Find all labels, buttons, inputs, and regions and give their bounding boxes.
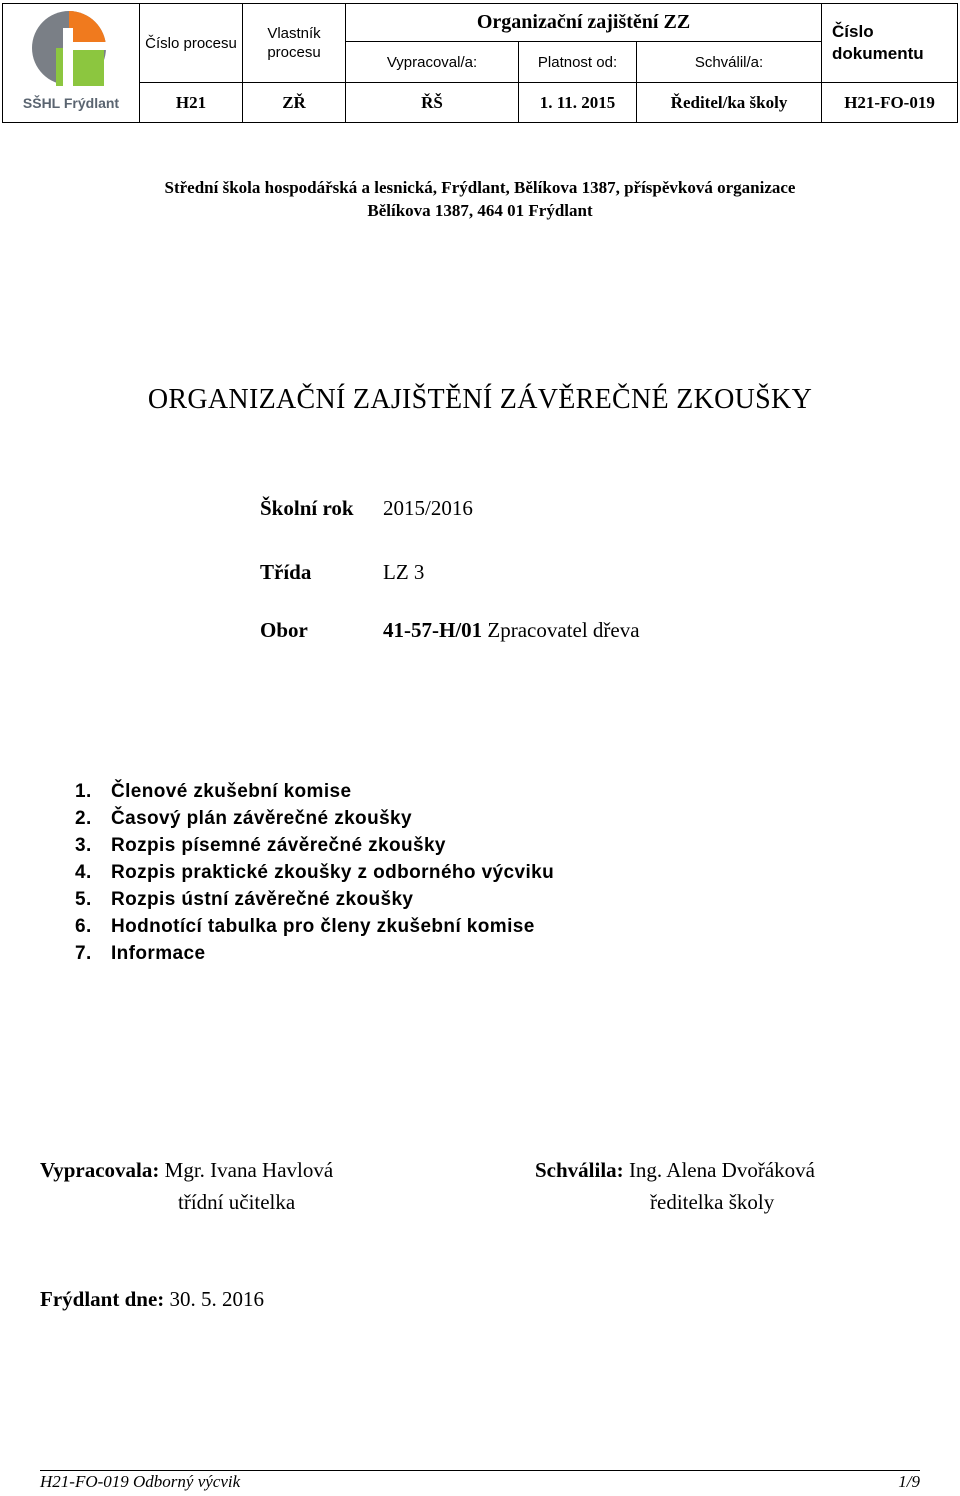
footer-doc-label: H21-FO-019 Odborný výcvik bbox=[40, 1472, 241, 1491]
field-code: 41-57-H/01 bbox=[383, 618, 483, 642]
school-year-label: Školní rok bbox=[260, 496, 354, 520]
list-item: 7. Informace bbox=[75, 943, 206, 964]
prepared-by-name: Mgr. Ivana Havlová bbox=[164, 1158, 334, 1182]
header-title: Organizační zajištění ZZ bbox=[346, 4, 822, 42]
list-item: 2. Časový plán závěrečné zkoušky bbox=[75, 808, 412, 829]
footer-divider bbox=[40, 1470, 920, 1471]
approved-by-signature bbox=[535, 1158, 815, 1183]
logo-text: SŠHL Frýdlant bbox=[22, 94, 120, 111]
document-title: ORGANIZAČNÍ ZAJIŠTĚNÍ ZÁVĚREČNÉ ZKOUŠKY bbox=[147, 384, 813, 415]
prepared-by-value: ŘŠ bbox=[346, 83, 519, 123]
logo-cell bbox=[3, 4, 140, 123]
process-number-header: Číslo procesu bbox=[140, 4, 243, 83]
place-date bbox=[40, 1287, 264, 1312]
school-address: Bělíkova 1387, 464 01 Frýdlant bbox=[367, 201, 593, 220]
doc-number-header: Číslo dokumentu bbox=[822, 4, 958, 83]
footer-page-number: 1/9 bbox=[898, 1472, 920, 1491]
school-name: Střední škola hospodářská a lesnická, Frýdlant, Bělíkova 1387, příspěvková organizace bbox=[164, 178, 796, 197]
class-label: Třída bbox=[260, 560, 312, 584]
process-number-value: H21 bbox=[140, 83, 243, 123]
list-item: 1. Členové zkušební komise bbox=[75, 781, 352, 802]
field-name: Zpracovatel dřeva bbox=[487, 618, 640, 642]
prepared-by-role: třídní učitelka bbox=[178, 1190, 296, 1214]
approved-by-header: Schválil/a: bbox=[637, 42, 822, 83]
prepared-by-header: Vypracoval/a: bbox=[346, 42, 519, 83]
approved-by-value: Ředitel/ka školy bbox=[637, 83, 822, 123]
process-owner-header: Vlastník procesu bbox=[243, 4, 346, 83]
process-owner-value: ZŘ bbox=[243, 83, 346, 123]
list-item: 6. Hodnotící tabulka pro členy zkušební komise bbox=[75, 916, 535, 937]
school-year-value: 2015/2016 bbox=[383, 496, 473, 520]
list-item: 3. Rozpis písemné závěrečné zkoušky bbox=[75, 835, 446, 856]
approved-by-label: Schválila: bbox=[535, 1158, 624, 1182]
prepared-by-label: Vypracovala: bbox=[40, 1158, 160, 1182]
prepared-by-signature bbox=[40, 1158, 333, 1183]
doc-number-value: H21-FO-019 bbox=[822, 83, 958, 123]
list-item: 5. Rozpis ústní závěrečné zkoušky bbox=[75, 889, 414, 910]
list-item: 4. Rozpis praktické zkoušky z odborného výcviku bbox=[75, 862, 555, 883]
valid-from-header: Platnost od: bbox=[519, 42, 637, 83]
contents-list bbox=[75, 778, 554, 967]
school-logo bbox=[11, 6, 131, 116]
valid-from-value: 1. 11. 2015 bbox=[519, 83, 637, 123]
approved-by-name: Ing. Alena Dvořáková bbox=[628, 1158, 815, 1182]
place-date-label: Frýdlant dne: bbox=[40, 1287, 165, 1311]
field-label: Obor bbox=[260, 618, 308, 642]
document-header-table bbox=[2, 3, 958, 123]
approved-by-role: ředitelka školy bbox=[650, 1190, 775, 1214]
class-value: LZ 3 bbox=[383, 560, 425, 584]
field-value bbox=[383, 618, 640, 643]
place-date-value: 30. 5. 2016 bbox=[169, 1287, 265, 1311]
